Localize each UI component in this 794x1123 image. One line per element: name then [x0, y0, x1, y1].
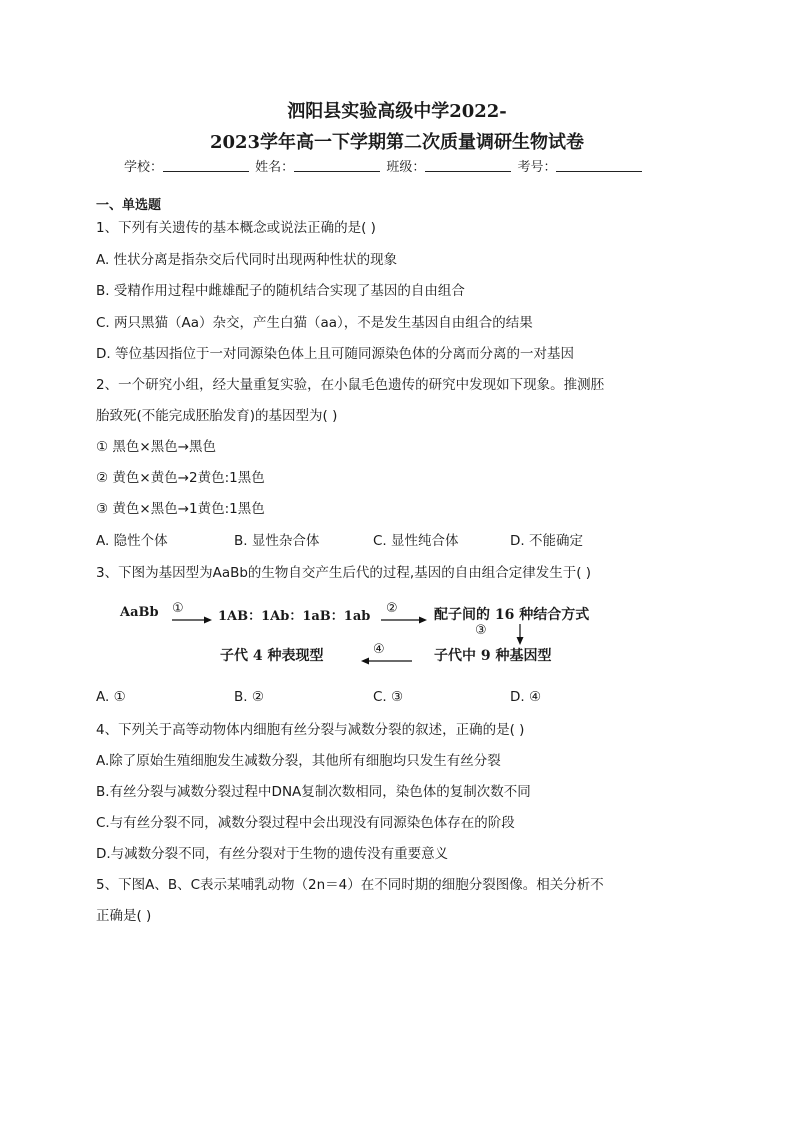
question-3-option-a: A. ① — [96, 689, 126, 705]
name-label: 姓名： — [255, 160, 295, 175]
question-2-cross-2: ② 黄色×黄色→2黄色:1黑色 — [96, 470, 265, 486]
question-4-option-b: B.有丝分裂与减数分裂过程中DNA复制次数相同，染色体的复制次数不同 — [96, 784, 531, 800]
question-4-stem: 4、下列关于高等动物体内细胞有丝分裂与减数分裂的叙述，正确的是( ) — [96, 722, 525, 738]
offspring-phenotypes: 子代 4 种表现型 — [220, 648, 324, 664]
step-3-label: ③ — [475, 623, 487, 638]
student-info-row — [124, 156, 644, 175]
question-2-option-a: A. 隐性个体 — [96, 533, 168, 549]
exam-title-line2: 2023学年高一下学期第二次质量调研生物试卷 — [209, 132, 585, 153]
gamete-combinations: 配子间的 16 种结合方式 — [434, 607, 590, 623]
arrow-step-2-head — [419, 617, 427, 624]
inheritance-process-diagram — [96, 594, 716, 674]
class-blank[interactable] — [425, 159, 511, 172]
arrow-step-1-head — [204, 617, 212, 624]
question-4-option-d: D.与减数分裂不同，有丝分裂对于生物的遗传没有重要意义 — [96, 846, 449, 862]
school-blank[interactable] — [163, 159, 249, 172]
question-2-stem-line2: 胎致死(不能完成胚胎发育)的基因型为( ) — [96, 408, 338, 424]
school-label: 学校： — [124, 160, 164, 175]
question-3-stem: 3、下图为基因型为AaBb的生物自交产生后代的过程,基因的自由组合定律发生于( ) — [96, 565, 592, 581]
question-3-option-b: B. ② — [234, 689, 264, 705]
question-2-option-c: C. 显性纯合体 — [373, 533, 459, 549]
question-1-option-c: C. 两只黑猫（Aa）杂交，产生白猫（aa），不是发生基因自由组合的结果 — [96, 315, 533, 331]
question-4-option-c: C.与有丝分裂不同，减数分裂过程中会出现没有同源染色体存在的阶段 — [96, 815, 515, 831]
parent-genotype: AaBb — [120, 605, 159, 620]
arrow-step-4-head — [361, 658, 369, 665]
step-1-label: ① — [172, 601, 184, 616]
question-2-cross-1: ① 黑色×黑色→黑色 — [96, 439, 217, 455]
exam-number-blank[interactable] — [556, 159, 642, 172]
step-4-label: ④ — [373, 642, 385, 657]
question-2-cross-3: ③ 黄色×黑色→1黄色:1黑色 — [96, 501, 265, 517]
question-1-stem: 1、下列有关遗传的基本概念或说法正确的是( ) — [96, 220, 376, 236]
question-3-option-c: C. ③ — [373, 689, 404, 705]
exam-title-line1: 泗阳县实验高级中学2022- — [287, 101, 507, 122]
question-2-stem-line1: 2、一个研究小组，经大量重复实验，在小鼠毛色遗传的研究中发现如下现象。推测胚 — [96, 377, 605, 393]
question-5-stem-line2: 正确是( ) — [96, 908, 152, 924]
question-2-option-b: B. 显性杂合体 — [234, 533, 320, 549]
offspring-genotypes: 子代中 9 种基因型 — [434, 648, 552, 664]
diagram-arrows — [96, 594, 716, 674]
section-heading: 一、单选题 — [96, 198, 162, 213]
question-1-option-d: D. 等位基因指位于一对同源染色体上且可随同源染色体的分离而分离的一对基因 — [96, 346, 574, 362]
arrow-step-3-head — [517, 637, 524, 645]
gamete-ratio: 1AB：1Ab：1aB：1ab — [218, 609, 371, 624]
exam-number-label: 考号： — [517, 160, 557, 175]
step-2-label: ② — [386, 601, 398, 616]
name-blank[interactable] — [294, 159, 380, 172]
question-1-option-b: B. 受精作用过程中雌雄配子的随机结合实现了基因的自由组合 — [96, 283, 465, 299]
class-label: 班级： — [386, 160, 426, 175]
question-4-option-a: A.除了原始生殖细胞发生减数分裂，其他所有细胞均只发生有丝分裂 — [96, 753, 501, 769]
question-3-option-d: D. ④ — [510, 689, 542, 705]
question-1-option-a: A. 性状分离是指杂交后代同时出现两种性状的现象 — [96, 252, 398, 268]
question-5-stem-line1: 5、下图A、B、C表示某哺乳动物（2n＝4）在不同时期的细胞分裂图像。相关分析不 — [96, 877, 604, 893]
question-2-option-d: D. 不能确定 — [510, 533, 583, 549]
